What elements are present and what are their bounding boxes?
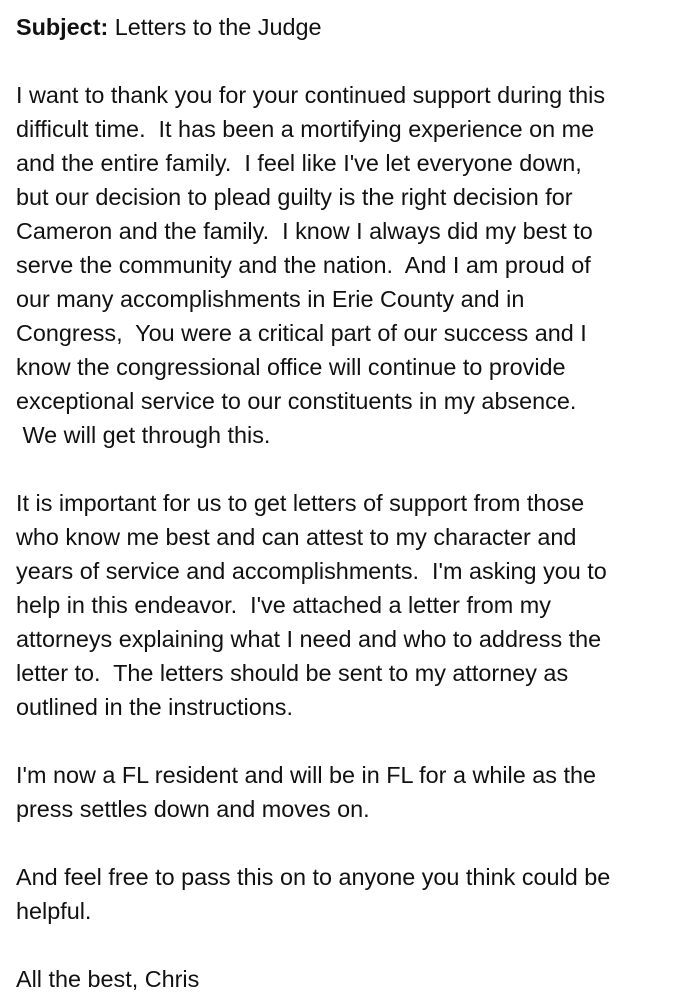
subject-line <box>16 10 685 44</box>
text-line: difficult time. It has been a mortifying experience on me <box>16 116 595 142</box>
subject-label: Subject: <box>16 14 109 40</box>
text-line: and the entire family. I feel like I've let everyone down, <box>16 150 582 176</box>
text-line: who know me best and can attest to my character and <box>16 524 577 550</box>
text-line: press settles down and moves on. <box>16 796 370 822</box>
text-line: but our decision to plead guilty is the right decision for <box>16 184 573 210</box>
text-line: serve the community and the nation. And I am proud of <box>16 252 591 278</box>
text-line: attorneys explaining what I need and who to address the <box>16 626 602 652</box>
text-line: exceptional service to our constituents in my absence. <box>16 388 577 414</box>
text-line: help in this endeavor. I've attached a letter from my <box>16 592 551 618</box>
text-line: helpful. <box>16 898 92 924</box>
text-line: years of service and accomplishments. I'm asking you to <box>16 558 607 584</box>
signoff: All the best, Chris <box>16 966 200 992</box>
text-line: know the congressional office will continue to provide <box>16 354 566 380</box>
paragraph-thanks <box>16 78 685 452</box>
paragraph-pass-on <box>16 860 685 928</box>
text-line: outlined in the instructions. <box>16 694 293 720</box>
text-line: I want to thank you for your continued support during this <box>16 82 606 108</box>
paragraph-residence <box>16 758 685 826</box>
paragraph-letters-request <box>16 486 685 724</box>
text-line: We will get through this. <box>16 422 271 448</box>
text-line: Cameron and the family. I know I always did my best to <box>16 218 593 244</box>
text-line: And feel free to pass this on to anyone you think could be <box>16 864 611 890</box>
text-line: It is important for us to get letters of support from those <box>16 490 585 516</box>
subject-value: Letters to the Judge <box>114 14 322 40</box>
text-line: letter to. The letters should be sent to my attorney as <box>16 660 569 686</box>
text-line: Congress, You were a critical part of our success and I <box>16 320 587 346</box>
text-line: I'm now a FL resident and will be in FL for a while as the <box>16 762 596 788</box>
text-line: our many accomplishments in Erie County and in <box>16 286 525 312</box>
